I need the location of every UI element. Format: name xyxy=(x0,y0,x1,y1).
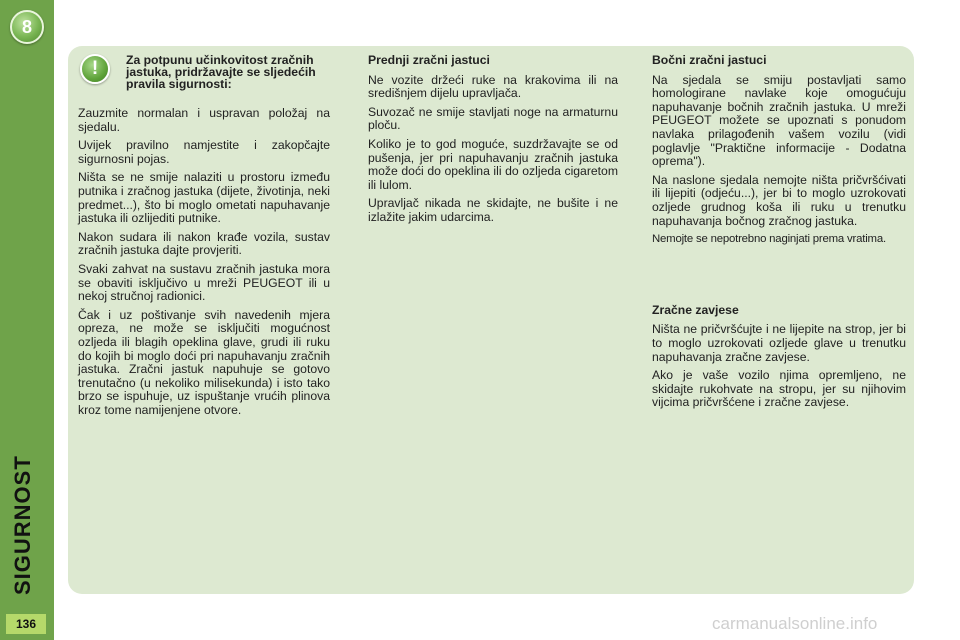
front-airbags-paragraph: Upravljač nikada ne skidajte, ne bušite i ne izlažite jakim udarcima. xyxy=(368,196,618,224)
curtain-airbags-heading: Zračne zavjese xyxy=(652,302,739,317)
warning-paragraph: Uvijek pravilno namjestite i zakopčajte sigurnosni pojas. xyxy=(78,138,330,166)
section-title-vertical: SIGURNOST xyxy=(10,455,35,595)
column-side-airbags xyxy=(652,54,906,415)
chapter-sidebar xyxy=(0,0,54,640)
warning-paragraph: Svaki zahvat na sustavu zračnih jastuka mora se obaviti isključivo u mreži PEUGEOT ili u nekoj stručnoj radionici. xyxy=(78,261,330,304)
chapter-number-badge: 8 xyxy=(10,10,44,44)
column-warning xyxy=(78,54,330,422)
front-airbags-paragraph: Koliko je to god moguće, suzdržavajte se od pušenja, jer pri napuhavanju zračnih jastuka može doći do opeklina ili do ozljeda cigaretom ili lulom. xyxy=(368,136,618,192)
column-front-airbags xyxy=(368,54,618,230)
warning-paragraph: Čak i uz poštivanje svih navedenih mjera opreza, ne može se isključiti mogućnost ozljeda ili blagih opeklina glave, grudi ili ruku do kojih bi moglo doći pri napuhavanju zračnih jastuka. Zračni jastuk napuhuje se gotovo trenutačno (u nekoliko milisekunda) i isto tako brzo se ispuhuje, uz ispuštanje vrućih plinova kroz tome namijenjene otvore. xyxy=(78,307,330,417)
page-number: 136 xyxy=(6,614,46,634)
front-airbags-paragraph: Ne vozite držeći ruke na krakovima ili na središnjem dijelu upravljača. xyxy=(368,72,618,101)
front-airbags-heading: Prednji zračni jastuci xyxy=(368,53,490,67)
side-airbags-note: Nemojte se nepotrebno naginjati prema vratima. xyxy=(652,233,886,246)
curtain-airbags-paragraph: Ništa ne pričvršćujte i ne lijepite na strop, jer bi to moglo uzrokovati ozljede glave u trenutku napuhavanja zračne zavjese. xyxy=(652,322,906,364)
exclamation-warning-icon: ! xyxy=(80,54,110,84)
side-airbags-paragraph: Na sjedala se smiju postavljati samo homologirane navlake koje omogućuju napuhavanje bočnih zračnih jastuka. U mreži PEUGEOT možete se upoznati s ponudom navlaka prilagođenih vašem vozilu (vidi poglavlje "Praktične informacije - Dodatna oprema"). xyxy=(652,72,906,169)
side-airbags-paragraph: Na naslone sjedala nemojte ništa pričvršćivati ili lijepiti (odjeću...), jer bi to moglo uzrokovati ozljede grudnog koša ili ruku u trenutku napuhavanja bočnog zračnog jastuka. xyxy=(652,172,906,228)
side-airbags-heading: Bočni zračni jastuci xyxy=(652,53,767,67)
warning-header xyxy=(78,54,330,100)
warning-paragraph: Ništa se ne smije nalaziti u prostoru između putnika i zračnog jastuka (dijete, životinja, neki predmet...), što bi moglo ometati napuhavanje jastuka ili ozlijediti putnike. xyxy=(78,170,330,226)
front-airbags-paragraph: Suvozač ne smije stavljati noge na armaturnu ploču. xyxy=(368,104,618,133)
section-spacer xyxy=(652,252,906,304)
curtain-airbags-paragraph: Ako je vaše vozilo njima opremljeno, ne skidajte rukohvate na stropu, jer su njihovim vijcima pričvršćene i zračne zavjese. xyxy=(652,368,906,410)
warning-title: Za potpunu učinkovitost zračnih jastuka, pridržavajte se sljedećih pravila sigurnosti: xyxy=(126,53,316,92)
warning-paragraph: Zauzmite normalan i uspravan položaj na sjedalu. xyxy=(78,106,330,134)
watermark: carmanualsonline.info xyxy=(712,614,878,633)
warning-paragraph: Nakon sudara ili nakon krađe vozila, sustav zračnih jastuka dajte provjeriti. xyxy=(78,229,330,258)
